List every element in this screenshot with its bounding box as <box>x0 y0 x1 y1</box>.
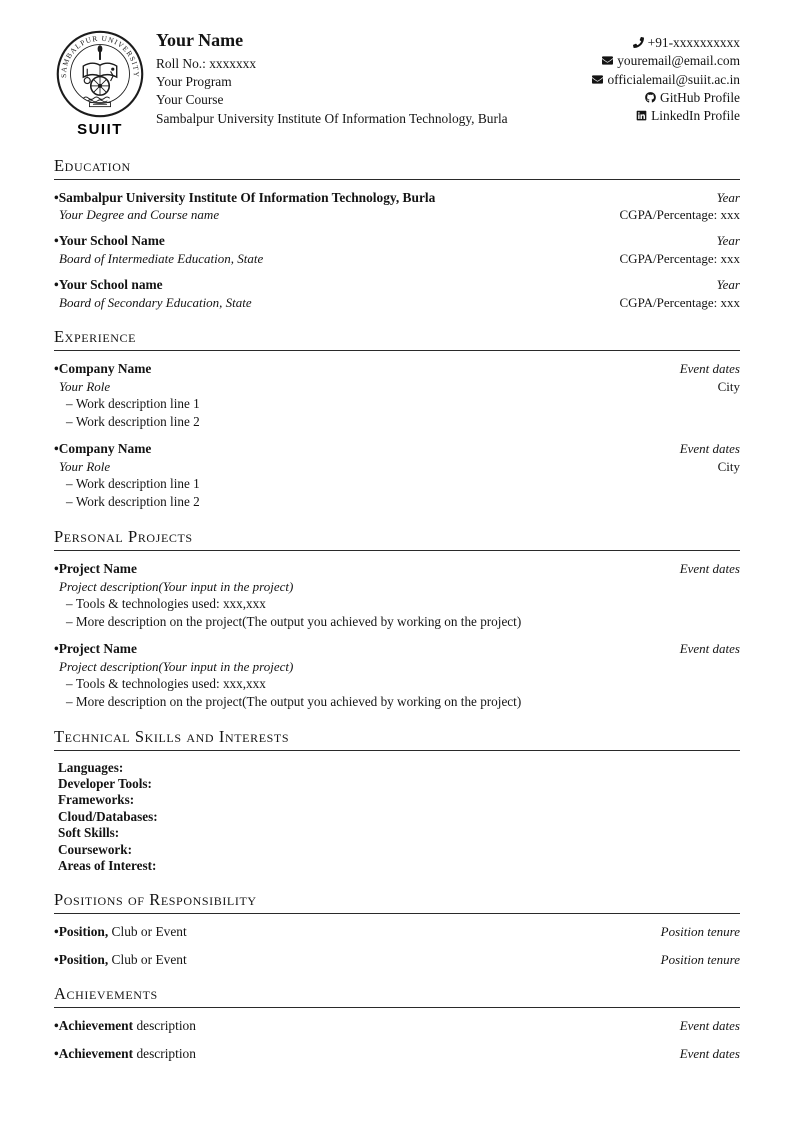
project-bullet: – More description on the project(The output you achieved by working on the project) <box>66 694 740 711</box>
experience-dates: Event dates <box>679 360 740 376</box>
achievement-dates: Event dates <box>679 1045 740 1061</box>
project-bullet-list <box>54 676 740 711</box>
contact-email-personal-text: youremail@email.com <box>617 53 740 69</box>
skill-areas-of-interest: Areas of Interest: <box>58 857 157 873</box>
skills-list <box>58 760 740 875</box>
section-title-education: Education <box>54 155 740 180</box>
education-institution: • Your School Name <box>54 232 165 250</box>
experience-bullet-list <box>54 396 740 431</box>
education-entry <box>54 232 740 267</box>
achievement-entry <box>54 1045 740 1063</box>
github-icon <box>645 92 656 103</box>
position-title: • Position, <box>54 952 108 967</box>
logo-block <box>54 30 146 140</box>
education-degree: Your Degree and Course name <box>59 207 220 223</box>
suiit-seal-icon <box>56 30 144 118</box>
experience-bullet: – Work description line 1 <box>66 396 740 413</box>
section-title-achievements: Achievements <box>54 983 740 1008</box>
resume-header <box>54 30 740 140</box>
project-bullet: – More description on the project(The output you achieved by working on the project) <box>66 614 740 631</box>
svg-text:SAMBALPUR UNIVERSITY: SAMBALPUR UNIVERSITY <box>59 33 141 79</box>
skill-cloud-databases: Cloud/Databases: <box>58 808 158 824</box>
institute-name: Sambalpur University Institute Of Information Technology, Burla <box>156 110 508 126</box>
achievement-description: description <box>136 1018 196 1034</box>
education-entry <box>54 189 740 224</box>
project-entry <box>54 560 740 631</box>
course: Your Course <box>156 92 224 108</box>
experience-bullet: – Work description line 2 <box>66 414 740 431</box>
project-dates: Event dates <box>679 560 740 576</box>
experience-bullet: – Work description line 2 <box>66 494 740 511</box>
skill-coursework: Coursework: <box>58 841 132 857</box>
education-institution: • Your School name <box>54 276 163 294</box>
position-entry <box>54 951 740 969</box>
education-year: Year <box>716 233 740 249</box>
experience-entry <box>54 360 740 431</box>
position-club: Club or Event <box>111 951 187 967</box>
contact-phone[interactable] <box>592 34 740 52</box>
position-club: Club or Event <box>111 924 187 940</box>
envelope-icon <box>602 55 613 66</box>
education-entry <box>54 276 740 311</box>
experience-role: Your Role <box>59 378 111 394</box>
skill-languages: Languages: <box>58 759 124 775</box>
linkedin-icon <box>636 110 647 121</box>
project-bullet-list <box>54 596 740 631</box>
education-degree: Board of Intermediate Education, State <box>59 251 264 267</box>
project-entry <box>54 640 740 711</box>
program: Your Program <box>156 74 232 90</box>
project-description: Project description(Your input in the project) <box>59 658 294 674</box>
position-tenure: Position tenure <box>660 924 740 940</box>
experience-bullet: – Work description line 1 <box>66 476 740 493</box>
candidate-name: Your Name <box>156 30 244 50</box>
achievement-description: description <box>136 1045 196 1061</box>
experience-city: City <box>717 378 740 394</box>
project-bullet: – Tools & technologies used: xxx,xxx <box>66 596 740 613</box>
education-year: Year <box>716 189 740 205</box>
achievement-name: • Achievement <box>54 1018 133 1033</box>
education-institution: • Sambalpur University Institute Of Information Technology, Burla <box>54 189 435 207</box>
project-name: • Project Name <box>54 560 137 578</box>
contact-email-official[interactable] <box>592 71 740 89</box>
achievement-dates: Event dates <box>679 1018 740 1034</box>
envelope-icon <box>592 74 603 85</box>
experience-company: • Company Name <box>54 360 151 378</box>
contact-email-official-text: officialemail@suiit.ac.in <box>607 71 740 87</box>
position-title: • Position, <box>54 924 108 939</box>
achievement-entry <box>54 1017 740 1035</box>
roll-number: Roll No.: xxxxxxx <box>156 55 257 71</box>
project-description: Project description(Your input in the project) <box>59 578 294 594</box>
education-score: CGPA/Percentage: xxx <box>619 294 740 310</box>
section-skills <box>54 726 740 874</box>
experience-dates: Event dates <box>679 440 740 456</box>
education-score: CGPA/Percentage: xxx <box>619 251 740 267</box>
project-bullet: – Tools & technologies used: xxx,xxx <box>66 676 740 693</box>
section-experience <box>54 326 740 511</box>
education-year: Year <box>716 277 740 293</box>
skill-frameworks: Frameworks: <box>58 792 135 808</box>
section-title-experience: Experience <box>54 326 740 351</box>
experience-role: Your Role <box>59 458 111 474</box>
education-score: CGPA/Percentage: xxx <box>619 207 740 223</box>
section-projects <box>54 526 740 711</box>
section-achievements <box>54 983 740 1062</box>
section-education <box>54 155 740 311</box>
experience-bullet-list <box>54 476 740 511</box>
logo-suiit-label: SUIIT <box>77 121 123 138</box>
experience-entry <box>54 440 740 511</box>
section-title-projects: Personal Projects <box>54 526 740 551</box>
contact-linkedin-link[interactable] <box>592 107 740 125</box>
contact-linkedin-text: LinkedIn Profile <box>651 108 740 124</box>
project-dates: Event dates <box>679 640 740 656</box>
experience-company: • Company Name <box>54 440 151 458</box>
section-title-skills: Technical Skills and Interests <box>54 726 740 751</box>
position-entry <box>54 923 740 941</box>
project-name: • Project Name <box>54 640 137 658</box>
education-degree: Board of Secondary Education, State <box>59 294 252 310</box>
achievement-name: • Achievement <box>54 1046 133 1061</box>
skill-developer-tools: Developer Tools: <box>58 776 152 792</box>
section-title-positions: Positions of Responsibility <box>54 889 740 914</box>
contact-github-link[interactable] <box>592 89 740 107</box>
position-tenure: Position tenure <box>660 951 740 967</box>
phone-icon <box>633 37 644 48</box>
skill-soft-skills: Soft Skills: <box>58 825 120 841</box>
section-positions <box>54 889 740 968</box>
contact-github-text: GitHub Profile <box>660 90 740 106</box>
contact-block <box>592 30 740 126</box>
contact-email-personal[interactable] <box>592 52 740 70</box>
contact-phone-text: +91-xxxxxxxxxx <box>647 35 740 50</box>
experience-city: City <box>717 458 740 474</box>
identity-block <box>156 30 508 128</box>
